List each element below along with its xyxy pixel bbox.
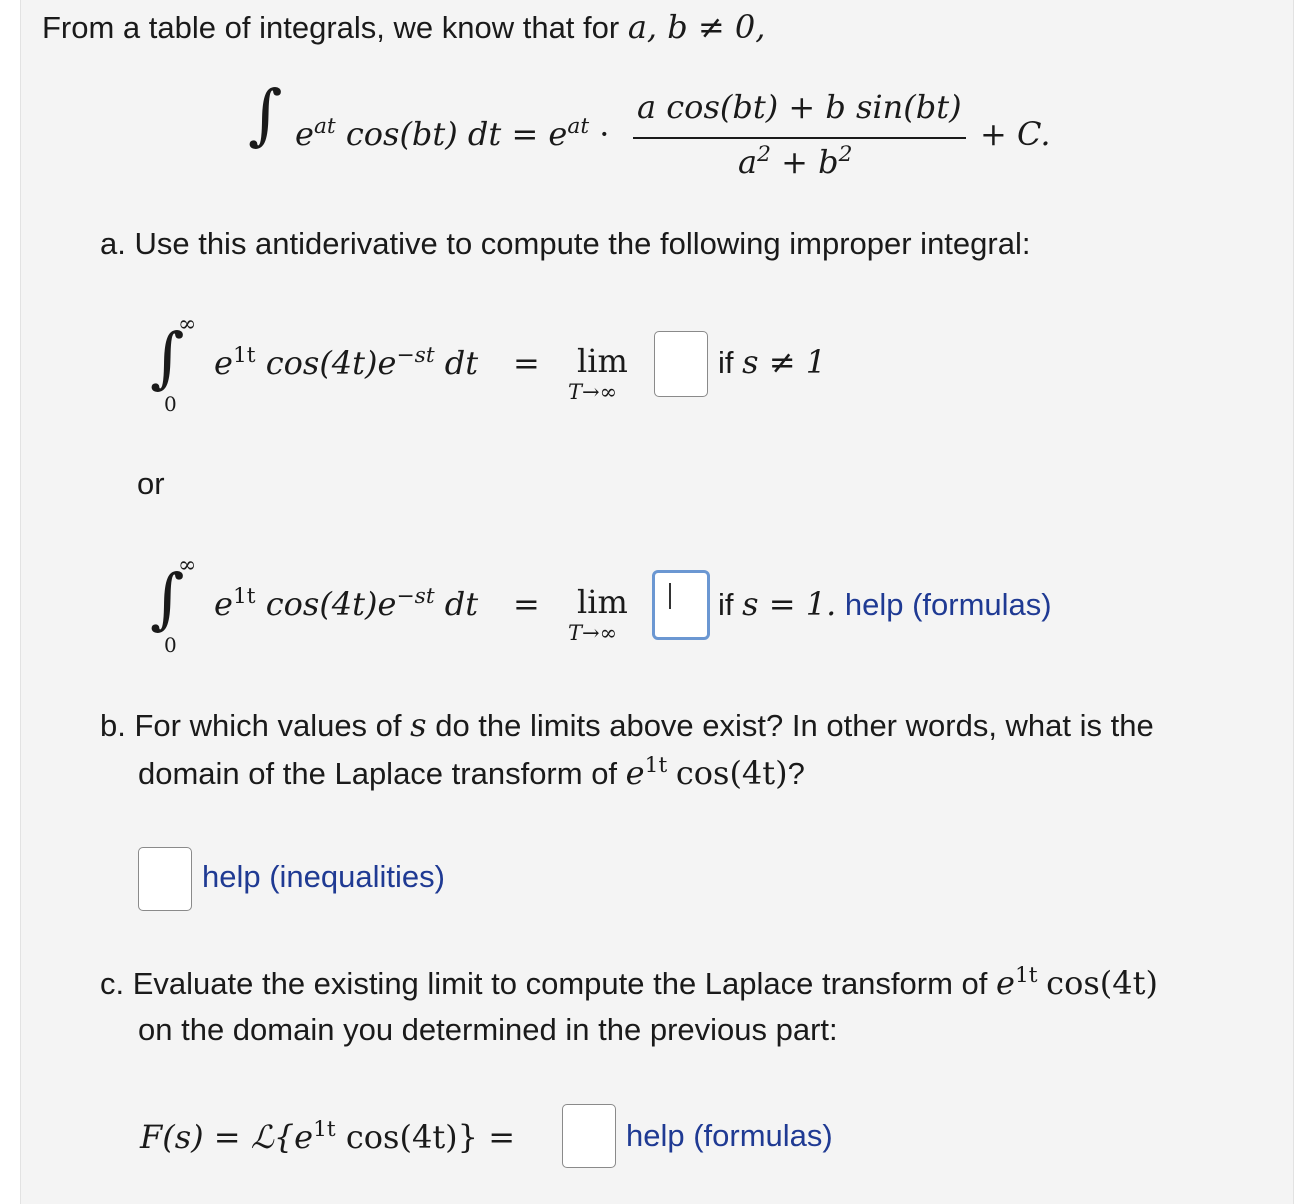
or-label: or xyxy=(137,466,165,501)
answer-input-domain[interactable] xyxy=(138,847,192,911)
part-c-cos: cos(4t) xyxy=(1046,964,1158,1002)
lower-limit-2: 0 xyxy=(164,633,177,657)
help-formulas-link-a[interactable]: help (formulas) xyxy=(844,587,1052,622)
text-caret xyxy=(669,583,671,609)
equals-2: = xyxy=(513,585,540,623)
part-a-label: a. Use this antiderivative to compute the following improper integral: xyxy=(100,226,1031,261)
formula-lhs-e: e xyxy=(295,115,314,153)
part-b-e-exp: 1t xyxy=(644,753,668,779)
formula-lhs-exp: at xyxy=(313,114,336,140)
upper-limit-1: ∞ xyxy=(178,312,197,337)
part-b-line2-a: domain of the Laplace transform of xyxy=(138,756,618,791)
part-c-line1-a: c. Evaluate the existing limit to compute the Laplace transform of xyxy=(100,966,988,1001)
integral-sign: ∫ xyxy=(248,76,283,153)
answer-input-laplace[interactable] xyxy=(562,1104,616,1168)
integrand-1-exp: −st xyxy=(396,343,435,369)
answer-input-limit-2[interactable] xyxy=(652,570,710,640)
condition-1-if: if xyxy=(718,345,734,380)
condition-1 xyxy=(718,343,826,381)
intro-text: From a table of integrals, we know that for xyxy=(42,10,620,45)
integrand-1-e: e xyxy=(214,344,233,382)
fraction-bar xyxy=(633,137,966,139)
formula-den-exp-b: 2 xyxy=(838,142,853,168)
formula-den-plus: + b xyxy=(781,143,839,181)
integrand-2-exp: −st xyxy=(396,584,435,610)
equals-1: = xyxy=(513,344,540,382)
formula-lhs xyxy=(295,115,609,153)
integrand-2-mid: cos(4t)e xyxy=(265,585,397,623)
integrand-1-dt: dt xyxy=(444,344,479,382)
part-c-line1 xyxy=(100,964,1158,1002)
integrand-2-e: e xyxy=(214,585,233,623)
integrand-2-e-exp: 1t xyxy=(232,584,256,610)
part-b-line1 xyxy=(100,706,1154,744)
integral-sign-1: ∫ xyxy=(150,319,185,396)
formula-denominator xyxy=(738,143,852,181)
condition-1-math: s ≠ 1 xyxy=(742,343,827,381)
lim-2: lim xyxy=(577,583,628,621)
part-b-e: e xyxy=(625,754,645,792)
integral-sign-2: ∫ xyxy=(150,560,185,637)
formula-numerator: a cos(bt) + b sin(bt) xyxy=(637,88,962,126)
part-b-cos: cos(4t) xyxy=(675,754,788,792)
intro-condition: a, b ≠ 0, xyxy=(627,8,766,46)
formula-dot: · xyxy=(599,115,610,153)
integrand-2-dt: dt xyxy=(444,585,479,623)
part-c-e: e xyxy=(996,964,1015,1002)
part-c-e-exp: 1t xyxy=(1014,963,1038,989)
formula-rhs-exp: at xyxy=(567,114,590,140)
formula-plus-c: + C. xyxy=(980,115,1051,153)
laplace-rest: cos(4t)} = xyxy=(345,1118,515,1156)
part-b-line1-a: b. For which values of xyxy=(100,708,402,743)
help-formulas-link-c[interactable]: help (formulas) xyxy=(626,1118,833,1153)
integrand-1-mid: cos(4t)e xyxy=(265,344,397,382)
formula-den-a: a xyxy=(738,143,758,181)
part-b-line1-b: do the limits above exist? In other words, what is the xyxy=(435,708,1154,743)
integrand-1 xyxy=(214,344,478,382)
intro-line xyxy=(42,8,765,46)
formula-den-exp-a: 2 xyxy=(757,142,771,168)
part-b-line2 xyxy=(138,754,805,792)
condition-2-math: s = 1. xyxy=(742,585,837,623)
laplace-formula xyxy=(140,1118,515,1156)
lower-limit-1: 0 xyxy=(164,392,177,416)
integrand-1-e-exp: 1t xyxy=(232,343,256,369)
upper-limit-2: ∞ xyxy=(178,553,197,578)
lim-sub-1: T→∞ xyxy=(568,380,618,404)
laplace-exp: 1t xyxy=(313,1117,336,1143)
condition-2-if: if xyxy=(718,587,734,622)
laplace-lhs: F(s) = ℒ{e xyxy=(140,1118,314,1156)
integrand-2 xyxy=(214,585,478,623)
part-b-s: s xyxy=(410,706,427,744)
lim-1: lim xyxy=(577,342,628,380)
answer-input-limit-1[interactable] xyxy=(654,331,708,397)
part-c-line2: on the domain you determined in the previous part: xyxy=(138,1012,838,1047)
formula-lhs-rest: cos(bt) dt = e xyxy=(345,115,568,153)
help-inequalities-link[interactable]: help (inequalities) xyxy=(202,859,445,894)
condition-2 xyxy=(718,585,1052,623)
part-b-question: ? xyxy=(787,756,805,791)
lim-sub-2: T→∞ xyxy=(568,621,618,645)
